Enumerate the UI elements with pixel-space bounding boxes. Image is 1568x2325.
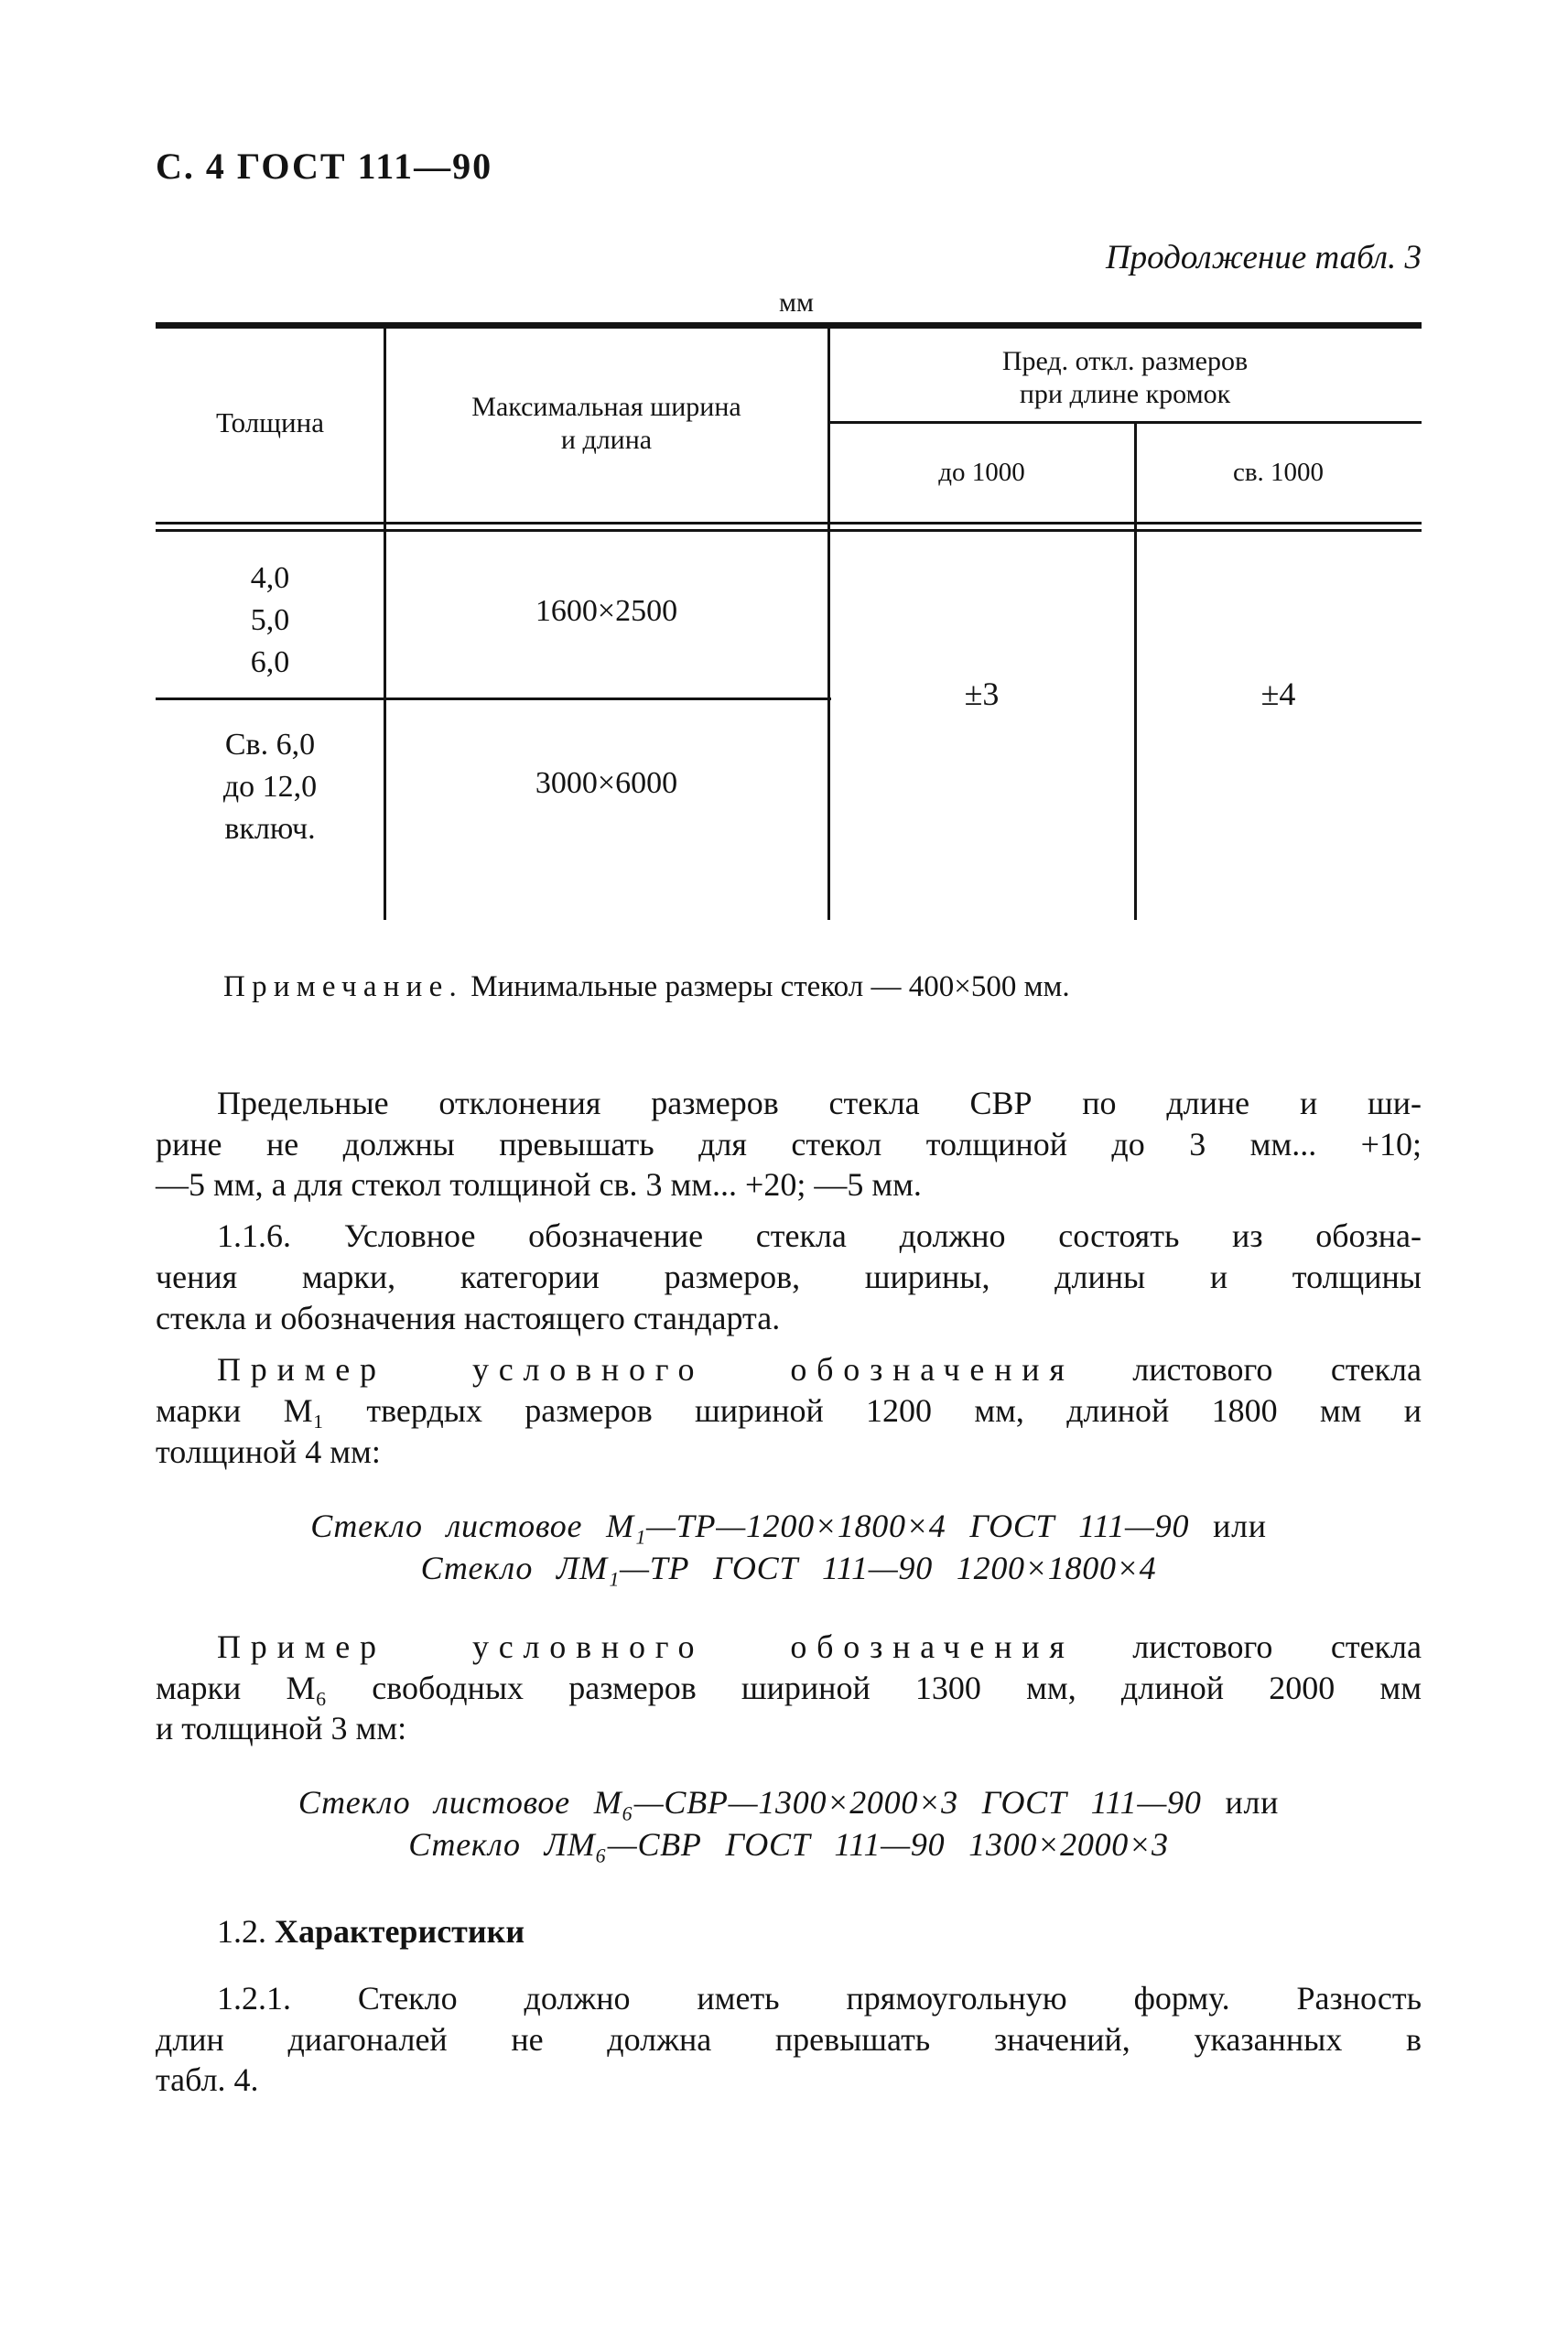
- designation-example-1-line-1: [156, 1506, 1422, 1547]
- col2-header-line1: Максимальная ширина: [471, 392, 741, 422]
- row2-thickness-line1: Св. 6,0: [224, 728, 316, 762]
- row1-thickness-line1: 4,0: [250, 561, 290, 595]
- example-intro-2-line-3: и толщиной 3 мм:: [156, 1710, 407, 1746]
- example-intro-1-line-1: [156, 1349, 1422, 1390]
- row2-max-size: 3000×6000: [535, 766, 678, 800]
- deviation-over-1000: ±4: [1260, 676, 1296, 712]
- designation-example-1-line-2: Стекло ЛМ₁—ТР ГОСТ 111—90 1200×1800×4: [420, 1550, 1157, 1586]
- subcol-upto-1000-header: до 1000: [938, 458, 1025, 487]
- col3-header-line2: при длине кромок: [1019, 379, 1231, 409]
- units-label: мм: [779, 287, 814, 318]
- example-intro-1-spaced: Пример условного обозначения: [217, 1351, 1075, 1388]
- section-heading-1-2: [156, 1911, 1422, 1952]
- table-subheader-rule: [828, 421, 1422, 424]
- paragraph-1-line-3: —5 мм, а для стекол толщиной св. 3 мм... +20; —5 мм.: [156, 1166, 922, 1203]
- designation-example-1-or: или: [1189, 1508, 1267, 1544]
- row2-thickness-line2: до 12,0: [222, 770, 318, 804]
- subcol-over-1000-header: св. 1000: [1232, 458, 1325, 487]
- paragraph-1-2-1-line-3: табл. 4.: [156, 2061, 259, 2098]
- example-intro-2-line-1: [156, 1627, 1422, 1668]
- example-intro-1-rest: листового стекла: [1074, 1351, 1422, 1388]
- table-continuation-caption: Продолжение табл. 3: [1105, 239, 1422, 276]
- row2-thickness-line3: включ.: [224, 812, 316, 846]
- table-header-double-rule-bottom: [156, 529, 1422, 532]
- designation-example-2-main: Стекло листовое М₆—СВР—1300×2000×3 ГОСТ 111—90: [297, 1784, 1202, 1821]
- section-heading-number: 1.2.: [217, 1913, 266, 1950]
- row1-thickness-line2: 5,0: [250, 603, 290, 637]
- col2-header-line2: и длина: [560, 425, 653, 455]
- deviation-upto-1000: ±3: [964, 676, 1000, 712]
- col3-header-line1: Пред. откл. размеров: [1001, 346, 1249, 376]
- paragraph-1-1-6-line-2: чения марки, категории размеров, ширины, длины и толщины: [156, 1259, 1422, 1295]
- note-label: Примечание.: [223, 970, 464, 1003]
- note-text: Минимальные размеры стекол — 400×500 мм.: [463, 970, 1070, 1003]
- example-intro-1-line-3: толщиной 4 мм:: [156, 1433, 381, 1470]
- designation-example-2-line-2: Стекло ЛМ₆—СВР ГОСТ 111—90 1300×2000×3: [408, 1826, 1169, 1863]
- table-row-divider: [156, 698, 831, 700]
- designation-example-1-main: Стекло листовое М₁—ТР—1200×1800×4 ГОСТ 111—90: [310, 1508, 1190, 1544]
- paragraph-1-2-1-line-1: 1.2.1. Стекло должно иметь прямоугольную форму. Разность: [217, 1980, 1422, 2017]
- table-top-rule: [156, 322, 1422, 329]
- table-vertical-subcol: [1134, 422, 1137, 920]
- paragraph-1-line-2: рине не должны превышать для стекол толщиной до 3 мм... +10;: [156, 1126, 1422, 1162]
- designation-example-2-or: или: [1201, 1784, 1280, 1821]
- paragraph-1-1-6-line-3: стекла и обозначения настоящего стандарта.: [156, 1300, 781, 1336]
- table-header-double-rule-top: [156, 522, 1422, 524]
- row1-max-size: 1600×2500: [535, 594, 678, 628]
- col1-header: Толщина: [216, 406, 324, 438]
- example-intro-2-spaced: Пример условного обозначения: [217, 1628, 1075, 1665]
- example-intro-1-line-2: марки М₁ твердых размеров шириной 1200 мм, длиной 1800 мм и: [156, 1392, 1422, 1429]
- paragraph-1-1-6-line-1: 1.1.6. Условное обозначение стекла должно состоять из обозна-: [217, 1217, 1422, 1254]
- table-note: [223, 970, 1413, 1004]
- example-intro-2-rest: листового стекла: [1074, 1628, 1422, 1665]
- paragraph-1-2-1-line-2: длин диагоналей не должна превышать значений, указанных в: [156, 2021, 1422, 2058]
- designation-example-2-line-1: [156, 1782, 1422, 1823]
- paragraph-1-line-1: Предельные отклонения размеров стекла СВР по длине и ши-: [217, 1085, 1422, 1121]
- row1-thickness-line3: 6,0: [250, 645, 290, 679]
- example-intro-2-line-2: марки М₆ свободных размеров шириной 1300 мм, длиной 2000 мм: [156, 1670, 1422, 1706]
- section-heading-title: Характеристики: [266, 1913, 525, 1950]
- page-header: С. 4 ГОСТ 111—90: [156, 146, 493, 187]
